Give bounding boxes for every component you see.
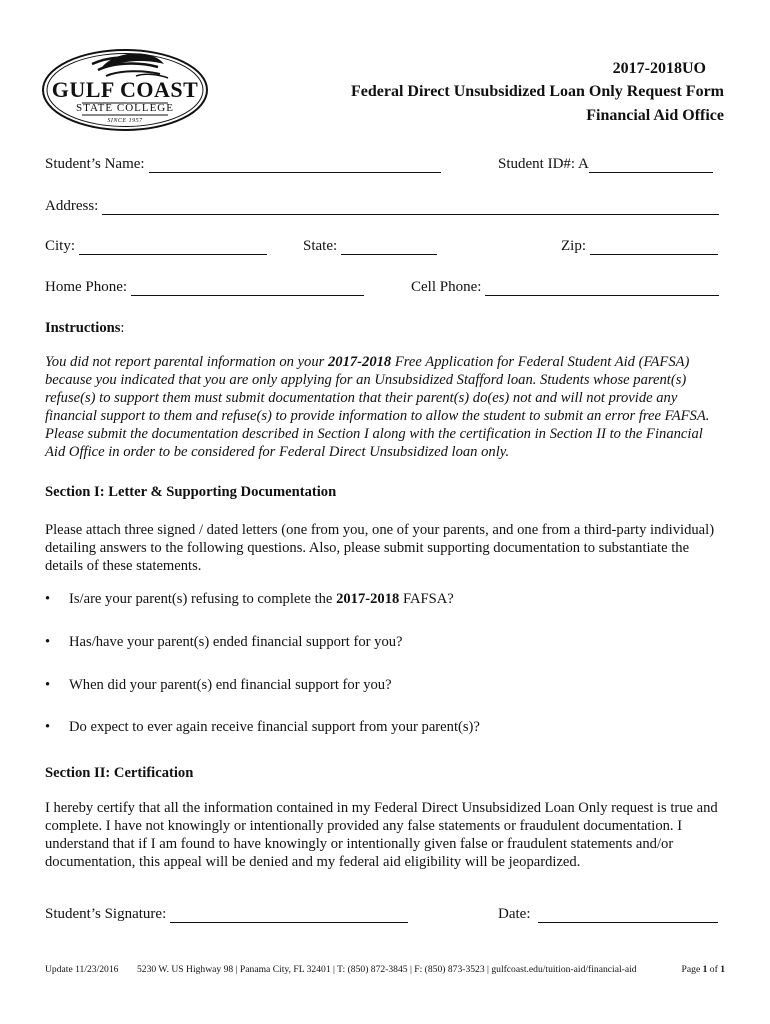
question-3 — [45, 677, 392, 694]
form-title: Federal Direct Unsubsidized Loan Only Request Form — [350, 83, 724, 100]
zip-field[interactable] — [561, 238, 718, 255]
instructions-heading — [45, 320, 124, 337]
footer-contact: 5230 W. US Highway 98 | Panama City, FL 32401 | T: (850) 872-3845 | F: (850) 873-3523 | gulfcoast.edu/tuition-aid/financial-aid — [137, 964, 637, 975]
section2-text: I hereby certify that all the information contained in my Federal Direct Unsubsidized Loan Only request is true and complete. I have not knowingly or intentionally provided any false statements or fraudulent documentation. I understand that if I am found to have knowingly or intentionally given false or fraudulent statements and/or documentation, this appeal will be denied and my federal aid eligibility will be jeopardized. — [45, 800, 718, 870]
zip-line[interactable] — [590, 240, 718, 255]
signature-line[interactable] — [170, 908, 408, 923]
address-line[interactable] — [102, 200, 719, 215]
question-3-text: When did your parent(s) end financial support for you? — [69, 677, 392, 693]
question-2 — [45, 634, 403, 651]
address-field[interactable] — [45, 198, 719, 215]
form-code: 2017-2018UO — [612, 60, 706, 77]
instructions-text-after: Free Application for Federal Student Aid (FAFSA) because you indicated that you are only applying for an Unsubsidized Stafford loan. Students whose parent(s) refuse(s) to support them must submit documentation that their parent(s) do(es) not and will not provide any financial support to them and refuse(s) to provide information to allow the student to submit an error free FAFSA. Please submit the documentation described in Section I along with the certification in Section II to the Financial Aid Office in order to be considered for Federal Direct Unsubsidized loan only. — [45, 354, 710, 460]
logo-subname: STATE COLLEGE — [76, 102, 174, 114]
question-1-text: Is/are your parent(s) refusing to complete the 2017-2018 FAFSA? — [69, 591, 454, 607]
signature-field[interactable] — [45, 906, 408, 923]
home-phone-field[interactable] — [45, 279, 364, 296]
home-phone-label: Home Phone: — [45, 279, 128, 295]
bullet-2: • — [45, 634, 51, 650]
question-1 — [45, 591, 454, 608]
section1-heading: Section I: Letter & Supporting Documentation — [45, 484, 337, 500]
student-id-label: Student ID#: A — [498, 156, 589, 172]
zip-label: Zip: — [561, 238, 586, 254]
instructions-text — [45, 353, 725, 461]
bullet-4: • — [45, 719, 51, 735]
student-id-field[interactable] — [498, 156, 713, 173]
instructions-text-before: You did not report parental information on your — [45, 354, 328, 370]
logo-since: SINCE 1957 — [107, 118, 143, 124]
footer-updated: Update 11/23/2016 — [45, 964, 119, 975]
student-name-line[interactable] — [149, 158, 441, 173]
state-label: State: — [303, 238, 338, 254]
page-number: 1 — [702, 964, 708, 975]
bullet-3: • — [45, 677, 51, 693]
question-4-text: Do expect to ever again receive financial support from your parent(s)? — [69, 719, 480, 735]
question-4 — [45, 719, 480, 736]
bullet-1: • — [45, 591, 51, 607]
office-name: Financial Aid Office — [586, 107, 724, 124]
state-field[interactable] — [303, 238, 437, 255]
logo-name: GULF COAST — [51, 77, 199, 102]
section2-heading: Section II: Certification — [45, 765, 194, 781]
question-1-year: 2017-2018 — [336, 591, 400, 607]
college-logo — [40, 46, 210, 134]
instructions-heading-text: Instructions — [45, 320, 121, 336]
city-label: City: — [45, 238, 76, 254]
cell-phone-label: Cell Phone: — [411, 279, 482, 295]
date-field[interactable] — [498, 906, 718, 923]
cell-phone-line[interactable] — [485, 281, 719, 296]
student-name-label: Student’s Name: — [45, 156, 145, 172]
city-line[interactable] — [79, 240, 267, 255]
page-total: 1 — [720, 964, 725, 975]
student-id-line[interactable] — [589, 158, 713, 173]
signature-label: Student’s Signature: — [45, 906, 167, 922]
city-field[interactable] — [45, 238, 267, 255]
home-phone-line[interactable] — [131, 281, 364, 296]
footer-page: Page 1 of 1 — [681, 964, 725, 975]
instructions-colon: : — [120, 320, 125, 336]
cell-phone-field[interactable] — [411, 279, 719, 296]
date-line[interactable] — [538, 908, 718, 923]
date-label: Date: — [498, 906, 531, 922]
state-line[interactable] — [341, 240, 437, 255]
address-label: Address: — [45, 198, 99, 214]
question-2-text: Has/have your parent(s) ended financial support for you? — [69, 634, 403, 650]
instructions-year: 2017-2018 — [327, 354, 392, 370]
student-name-field[interactable] — [45, 156, 441, 173]
section1-intro: Please attach three signed / dated letters (one from you, one of your parents, and one from a third-party individual) detailing answers to the following questions. Also, please submit supporting documentation to substantiate the details of these statements. — [45, 522, 715, 574]
